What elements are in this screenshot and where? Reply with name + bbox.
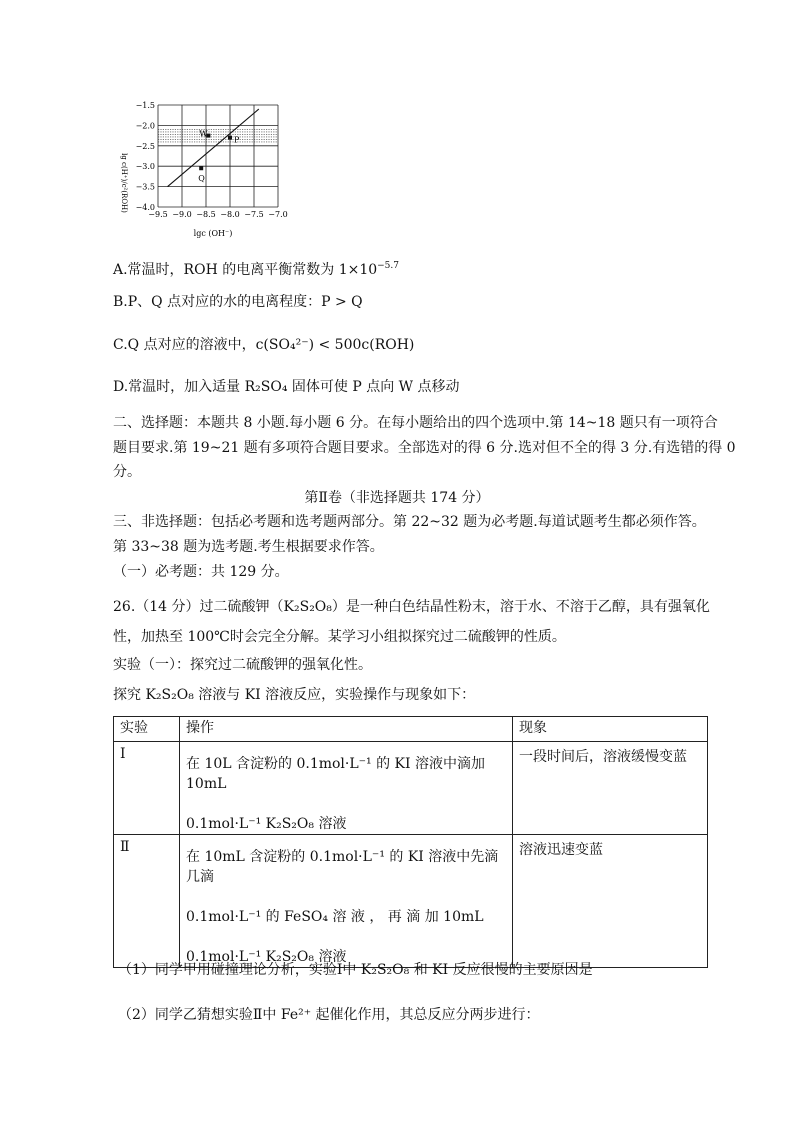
- table-row: [114, 742, 708, 835]
- point-label-P: P: [234, 135, 240, 145]
- y-tick-label: −1.5: [135, 101, 155, 110]
- q26-line1: 26.（14 分）过二硫酸钾（K₂S₂O₈）是一种白色结晶性粉末，溶于水、不溶于乙醇，具有强氧化: [113, 599, 710, 615]
- q26-exp1: 实验（一）：探究过二硫酸钾的强氧化性。: [113, 657, 372, 673]
- y-tick-label: −4.0: [135, 203, 155, 212]
- table-row-id: Ⅱ: [114, 835, 180, 968]
- chart-plot: [168, 109, 259, 187]
- x-tick-label: −9.5: [148, 210, 168, 219]
- section2-line2: 题目要求.第 19~21 题有多项符合题目要求。全部选对的得 6 分.选对但不全的得 3 分.有选错的得 0: [113, 440, 736, 456]
- section2-line3: 分。: [113, 464, 141, 480]
- y-tick-label: −3.5: [135, 182, 155, 192]
- data-point-P: [228, 136, 232, 140]
- option-a: [113, 256, 399, 280]
- table-row-op: 0.1mol·L⁻¹ K₂S₂O₈ 溶液: [186, 816, 347, 832]
- table-row-op: 在 10L 含淀粉的 0.1mol·L⁻¹ 的 KI 溶液中滴加 10mL: [186, 756, 485, 792]
- x-tick-label: −7.0: [268, 210, 288, 219]
- x-tick-label: −7.5: [244, 210, 264, 219]
- table-row-result: 一段时间后，溶液缓慢变蓝: [513, 742, 708, 835]
- q26-line2: 性，加热至 100℃时会完全分解。某学习小组拟探究过二硫酸钾的性质。: [113, 629, 566, 645]
- option-c: [113, 335, 414, 355]
- chart-band: [158, 129, 278, 142]
- volume-title: 第Ⅱ卷（非选择题共 174 分）: [304, 490, 490, 506]
- y-tick-label: −2.5: [135, 141, 155, 151]
- table-row-result: 溶液迅速变蓝: [513, 835, 708, 968]
- y-tick-label: −2.0: [135, 121, 155, 131]
- data-point-Q: [199, 166, 203, 170]
- q26-exp1-desc: 探究 K₂S₂O₈ 溶液与 KI 溶液反应，实验操作与现象如下：: [113, 687, 476, 703]
- option-c-text: C.Q 点对应的溶液中，: [113, 337, 256, 353]
- section3-line3: （一）必考题：共 129 分。: [113, 564, 289, 580]
- option-c-formula: c(SO₄²⁻) < 500c(ROH): [255, 337, 415, 353]
- point-label-W: W: [199, 129, 208, 139]
- table-row-op: 0.1mol·L⁻¹ 的 FeSO₄ 溶 液 ， 再 滴 加 10mL: [186, 909, 484, 925]
- sub-question-2: （2）同学乙猜想实验Ⅱ中 Fe²⁺ 起催化作用，其总反应分两步进行：: [118, 1007, 540, 1023]
- x-tick-label: −8.0: [220, 210, 240, 219]
- section3-line1: 三、非选择题：包括必考题和选考题两部分。第 22~32 题为必考题.每道试题考生都必须作答。: [113, 514, 706, 530]
- point-label-Q: Q: [198, 174, 205, 184]
- x-tick-label: −8.5: [196, 210, 216, 219]
- sub-question-1: （1）同学甲用碰撞理论分析，实验Ⅰ中 K₂S₂O₈ 和 KI 反应很慢的主要原因是: [118, 962, 593, 978]
- table-row-id: Ⅰ: [114, 742, 180, 835]
- chart: [108, 95, 308, 245]
- table-header-operation: 操作: [180, 717, 513, 742]
- section3-line2: 第 33~38 题为选考题.考生根据要求作答。: [113, 539, 384, 555]
- section2-line1: 二、选择题：本题共 8 小题.每小题 6 分。在每小题给出的四个选项中.第 14~18 题只有一项符合: [113, 415, 718, 431]
- table-header-phenomenon: 现象: [513, 717, 708, 742]
- table-row-op: 0.1mol·L⁻¹ K₂S₂O₈ 溶液: [186, 949, 347, 965]
- chart-grid: [158, 105, 278, 207]
- table-row: [114, 835, 708, 968]
- chart-xlabel: lgc (OH⁻): [193, 229, 233, 238]
- y-tick-label: −3.0: [135, 162, 155, 172]
- table-row-op: 在 10mL 含淀粉的 0.1mol·L⁻¹ 的 KI 溶液中先滴几滴: [186, 849, 499, 885]
- x-tick-label: −9.0: [172, 210, 192, 219]
- experiment-table: [113, 716, 708, 968]
- table-header-experiment: 实验: [114, 717, 180, 742]
- option-b: B.P、Q 点对应的水的电离程度：P > Q: [113, 294, 363, 310]
- option-a-exponent: −5.7: [377, 261, 399, 271]
- series-line: [168, 109, 259, 187]
- option-d: D.常温时，加入适量 R₂SO₄ 固体可使 P 点向 W 点移动: [113, 379, 460, 395]
- chart-ylabel: lg c(H⁺)/c²(ROH): [120, 153, 128, 213]
- option-a-text: A.常温时，ROH 的电离平衡常数为 1×10: [113, 262, 378, 278]
